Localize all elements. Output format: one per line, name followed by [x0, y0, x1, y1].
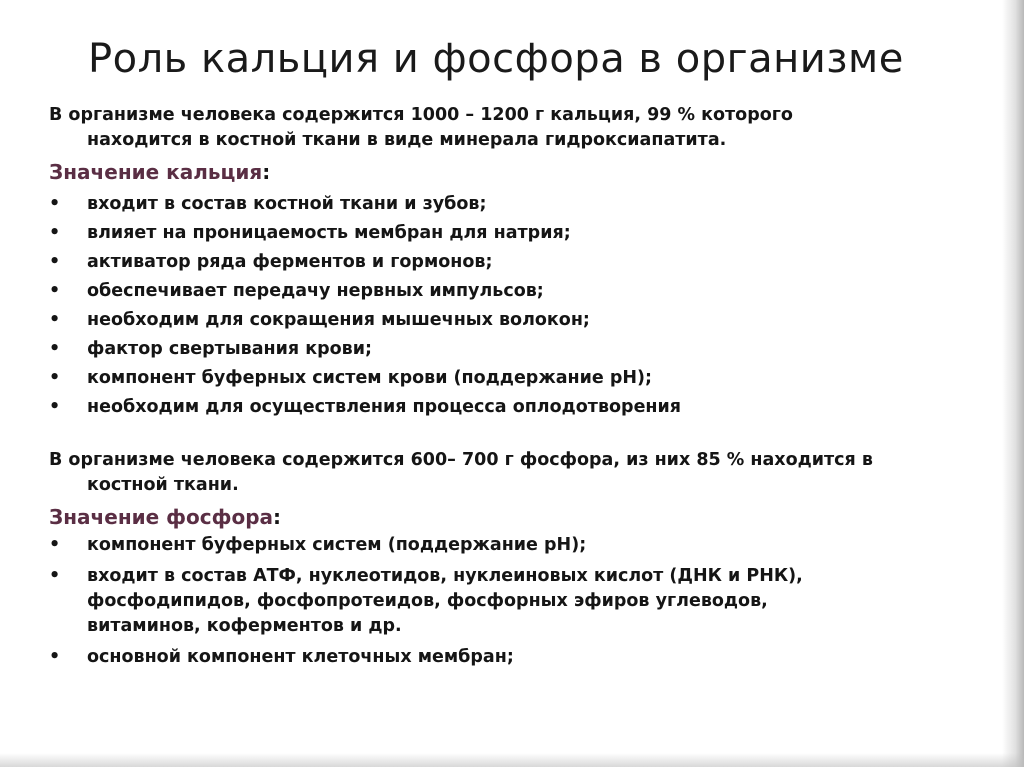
calcium-role-item [49, 306, 999, 335]
phosphorus-intro-line-1: В организме человека содержится 600– 700 г фосфора, из них 85 % находится в [49, 450, 873, 470]
calcium-role-item [49, 364, 999, 393]
calcium-role-item [49, 277, 999, 306]
bullet-marker: • [49, 535, 61, 555]
calcium-role-list [49, 190, 999, 422]
calcium-role-item [49, 393, 999, 422]
calcium-role-text: компонент буферных систем крови (поддержание pH); [87, 368, 653, 388]
bullet-marker: • [49, 339, 61, 359]
phosphorus-role-text-line: фосфодипидов, фосфопротеидов, фосфорных эфиров углеводов, [87, 591, 768, 611]
calcium-role-text: входит в состав костной ткани и зубов; [87, 194, 487, 214]
bullet-marker: • [49, 223, 61, 243]
slide-title: Роль кальция и фосфора в организме [88, 36, 904, 82]
calcium-role-text: активатор ряда ферментов и гормонов; [87, 252, 493, 272]
calcium-heading-colon: : [262, 160, 271, 184]
phosphorus-intro-line-2: костной ткани. [87, 475, 239, 495]
slide-edge-shadow-bottom [0, 753, 1024, 767]
calcium-role-text: влияет на проницаемость мембран для натрия; [87, 223, 571, 243]
phosphorus-intro-paragraph [49, 448, 999, 498]
calcium-role-text: обеспечивает передачу нервных импульсов; [87, 281, 544, 301]
bullet-marker: • [49, 368, 61, 388]
calcium-role-item [49, 335, 999, 364]
bullet-marker: • [49, 647, 61, 667]
phosphorus-role-text-line: входит в состав АТФ, нуклеотидов, нуклеиновых кислот (ДНК и РНК), [87, 566, 803, 586]
calcium-role-item [49, 219, 999, 248]
phosphorus-role-text-line: витаминов, коферментов и др. [87, 616, 402, 636]
calcium-intro-line-1: В организме человека содержится 1000 – 1200 г кальция, 99 % которого [49, 105, 793, 125]
phosphorus-heading-text: Значение фосфора [49, 505, 274, 529]
phosphorus-role-item [49, 645, 999, 670]
slide-edge-shadow-right [1002, 0, 1024, 767]
calcium-role-text: фактор свертывания крови; [87, 339, 372, 359]
calcium-heading [49, 160, 270, 184]
calcium-role-item [49, 248, 999, 277]
bullet-marker: • [49, 566, 61, 586]
calcium-role-text: необходим для осуществления процесса оплодотворения [87, 397, 682, 417]
calcium-role-item [49, 190, 999, 219]
calcium-heading-text: Значение кальция [49, 160, 263, 184]
calcium-intro-line-2: находится в костной ткани в виде минерала гидроксиапатита. [87, 130, 727, 150]
phosphorus-heading-colon: : [273, 505, 282, 529]
phosphorus-role-item [49, 533, 999, 558]
phosphorus-role-item [49, 564, 999, 639]
calcium-role-text: необходим для сокращения мышечных волокон; [87, 310, 590, 330]
bullet-marker: • [49, 252, 61, 272]
bullet-marker: • [49, 281, 61, 301]
calcium-intro-paragraph [49, 103, 999, 153]
phosphorus-role-text-line: компонент буферных систем (поддержание pH); [87, 535, 587, 555]
bullet-marker: • [49, 397, 61, 417]
phosphorus-role-text-line: основной компонент клеточных мембран; [87, 647, 514, 667]
phosphorus-heading [49, 505, 281, 529]
phosphorus-role-list [49, 533, 999, 670]
bullet-marker: • [49, 194, 61, 214]
bullet-marker: • [49, 310, 61, 330]
